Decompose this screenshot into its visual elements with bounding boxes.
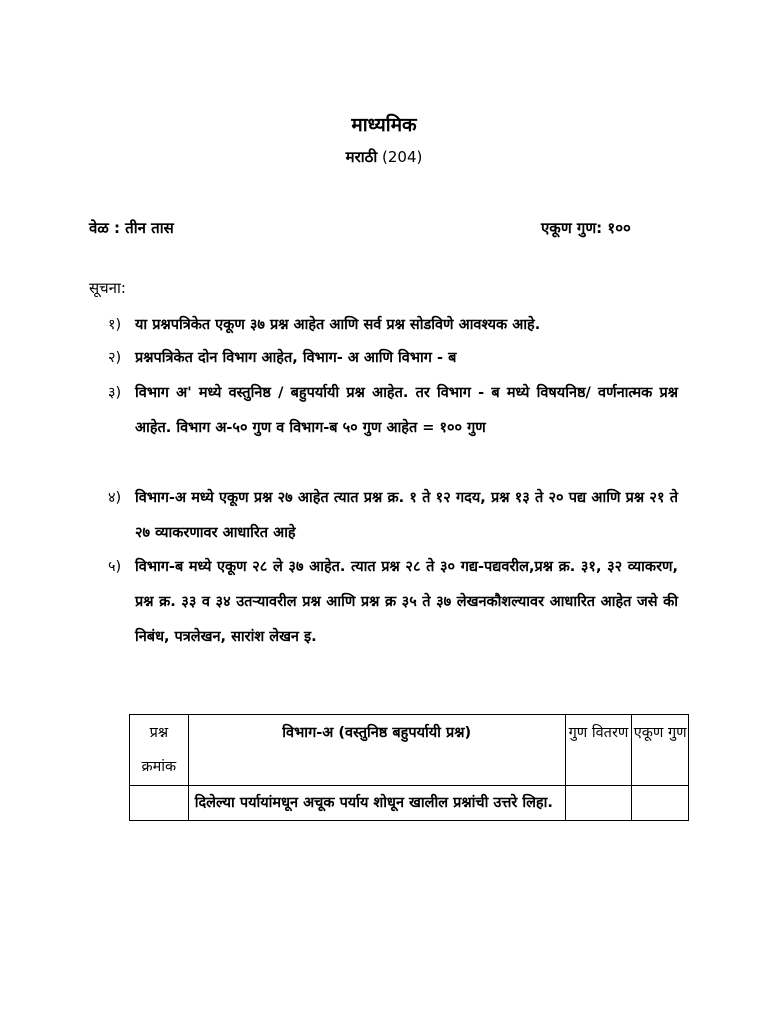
- instruction-item: [108, 550, 678, 655]
- exam-time: वेळ : तीन तास: [89, 219, 174, 237]
- row-instruction: दिलेल्या पर्यायांमधून अचूक पर्याय शोधून खालील प्रश्नांची उत्तरे लिहा.: [188, 786, 565, 821]
- header-section-a: विभाग-अ (वस्तुनिष्ठ बहुपर्यायी प्रश्न): [188, 715, 565, 786]
- table-row: [130, 786, 689, 821]
- instructions-heading: सूचना:: [89, 279, 126, 297]
- question-table: [129, 714, 689, 821]
- instruction-number: ३): [108, 385, 122, 401]
- header-total-marks: एकूण गुण: [632, 715, 689, 786]
- subject-code: (204): [382, 148, 423, 166]
- instruction-number: २): [108, 350, 122, 366]
- instruction-item: [108, 376, 678, 446]
- instruction-item: [108, 308, 678, 343]
- instruction-number: ५): [108, 559, 122, 575]
- total-marks: एकूण गुण: १००: [541, 219, 631, 237]
- row-marks: [565, 786, 632, 821]
- instruction-item: [108, 341, 678, 376]
- header-question-number: प्रश्न क्रमांक: [130, 715, 189, 786]
- instruction-text: या प्रश्नपत्रिकेत एकूण ३७ प्रश्न आहेत आणि सर्व प्रश्न सोडविणे आवश्यक आहे.: [135, 317, 541, 333]
- subject-name: मराठी: [345, 148, 378, 166]
- row-question-number: [130, 786, 189, 821]
- instruction-text: विभाग-ब मध्ये एकूण २८ ले ३७ आहेत. त्यात प्रश्न २८ ते ३० गद्य-पद्यवरील,प्रश्न क्र. ३१, ३२ व्याकरण, प्रश्न क्र. ३३ व ३४ उतऱ्यावरील प्रश्न आणि प्रश्न क्र ३५ ते ३७ लेखनकौशल्यावर आधारित आहेत जसे की निबंध, पत्रलेखन, सारांश लेखन इ.: [135, 559, 678, 645]
- instruction-number: १): [108, 317, 122, 333]
- page-title: माध्यमिक: [351, 114, 417, 136]
- instruction-text: प्रश्नपत्रिकेत दोन विभाग आहेत, विभाग- अ आणि विभाग - ब: [135, 350, 457, 366]
- table-header-row: [130, 715, 689, 786]
- instruction-number: ४): [108, 490, 122, 506]
- instruction-text: विभाग-अ मध्ये एकूण प्रश्न २७ आहेत त्यात प्रश्न क्र. १ ते १२ गदय, प्रश्न १३ ते २० पद्य आणि प्रश्न २१ ते २७ व्याकरणावर आधारित आहे: [135, 490, 678, 541]
- row-total: [632, 786, 689, 821]
- header-marks-distribution: गुण वितरण: [565, 715, 632, 786]
- instruction-item: [108, 481, 678, 551]
- instruction-text: विभाग अ' मध्ये वस्तुनिष्ठ / बहुपर्यायी प्रश्न आहेत. तर विभाग - ब मध्ये विषयनिष्ठ/ वर्णनात्मक प्रश्न आहेत. विभाग अ-५० गुण व विभाग-ब ५० गुण आहेत = १०० गुण: [135, 385, 678, 436]
- subject-line: [0, 147, 768, 167]
